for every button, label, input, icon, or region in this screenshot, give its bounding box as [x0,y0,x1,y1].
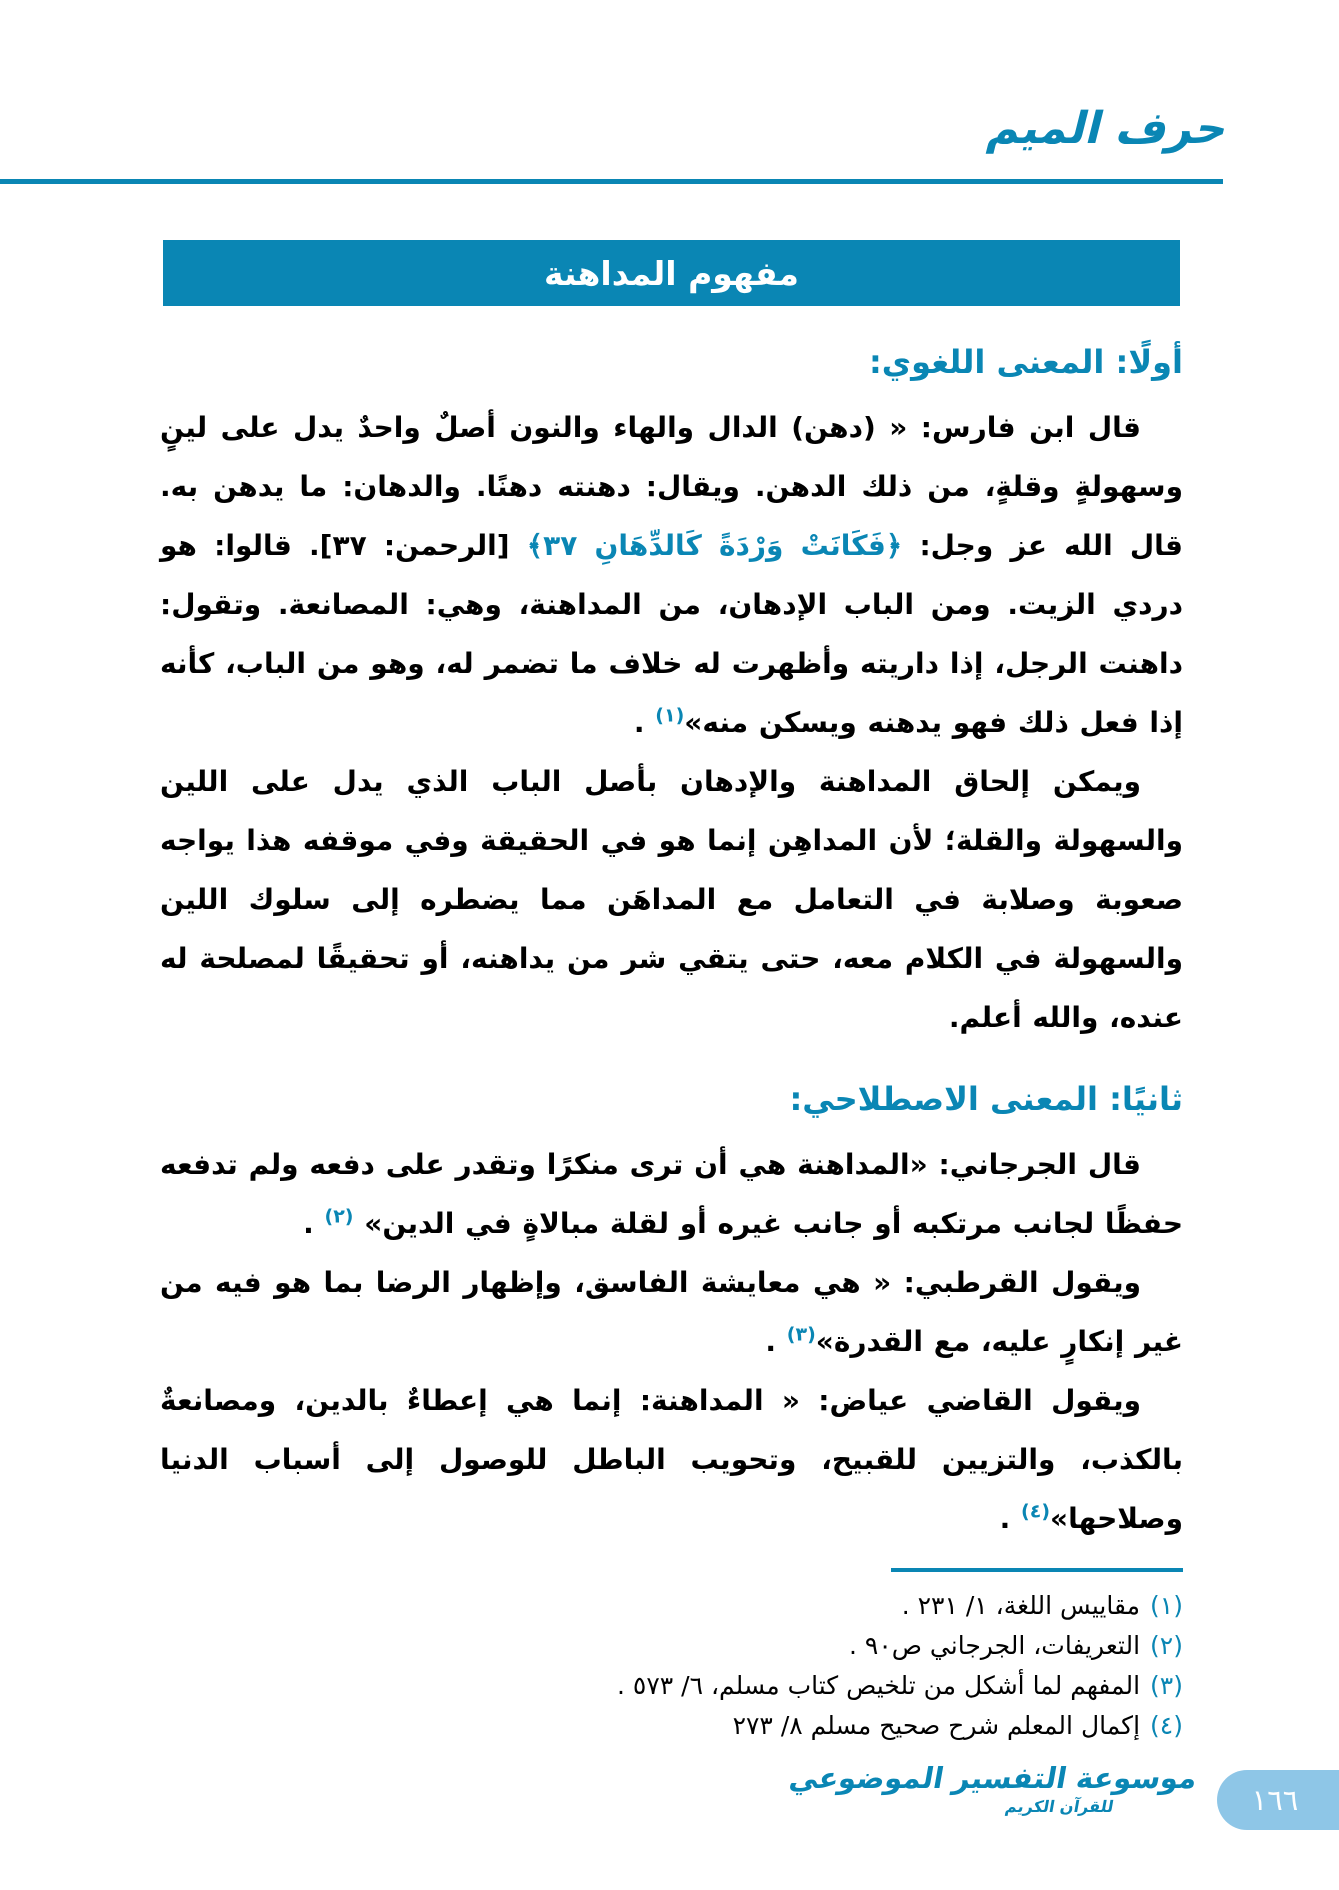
page-body [160,336,1183,1548]
footnote-4 [503,1706,1183,1746]
footnote-3 [503,1666,1183,1706]
footnote-2 [503,1626,1183,1666]
paragraph-author-commentary: ويمكن إلحاق المداهنة والإدهان بأصل الباب الذي يدل على اللين والسهولة والقلة؛ لأن المداهِن إنما هو في الحقيقة وفي موقفه هذا يواجه صعوبة وصلابة في التعامل مع المداهَن مما يضطره إلى سلوك اللين والسهولة في الكلام معه، حتى يتقي شر من يداهنه، أو تحقيقًا لمصلحة له عنده، والله أعلم. [160,765,1183,1034]
chapter-calligraphy: حرف الميم [982,103,1235,154]
paragraph-qurtubi-quote [160,1253,1183,1371]
footnote-text: المفهم لما أشكل من تلخيص كتاب مسلم، ٦/ ٥٧٣ . [617,1671,1141,1700]
paragraph-text: قال الجرجاني: «المداهنة هي أن ترى منكرًا وتقدر على دفعه ولم تدفعه حفظًا لجانب مرتكبه أو جانب غيره أو لقلة مبالاةٍ في الدين» [160,1148,1183,1240]
paragraph-qadi-iyad-quote [160,1371,1183,1548]
page-number-badge [1217,1770,1339,1830]
paragraph-text: ويقول القاضي عياض: « المداهنة: إنما هي إعطاءٌ بالدين، ومصانعةٌ بالكذب، والتزيين للقبيح، وتحويب الباطل للوصول إلى أسباب الدنيا وصلاحها» [160,1384,1183,1535]
footnote-ref-4: (٤) [1021,1500,1050,1523]
footnote-1 [503,1586,1183,1626]
footnote-ref-2: (٢) [324,1205,354,1228]
logo-subtitle: للقرآن الكريم [1003,1797,1116,1816]
paragraph-ibn-faris-quote [160,398,1183,752]
section-heading-terminological-meaning: ثانيًا: المعنى الاصطلاحي: [789,1080,1183,1118]
paragraph-jurjani-quote [160,1135,1183,1253]
topic-banner [163,240,1180,306]
footnote-number: (٤) [1150,1711,1183,1740]
topic-banner-title: مفهوم المداهنة [544,253,799,293]
footnote-text: التعريفات، الجرجاني ص٩٠ . [848,1631,1141,1660]
paragraph-text: . [633,706,656,739]
footnote-ref-3: (٣) [786,1323,816,1346]
paragraph-text: . [303,1207,325,1240]
footnote-text: مقاييس اللغة، ١/ ٢٣١ . [901,1591,1141,1620]
paragraph-text: . [765,1325,787,1358]
footnote-number: (٢) [1150,1631,1183,1660]
page-number: ١٦٦ [1251,1783,1299,1817]
encyclopedia-logo-calligraphy [786,1760,1200,1818]
footnote-number: (٣) [1150,1671,1183,1700]
paragraph-text: [الرحمن: ٣٧]. قالوا: هو دردي الزيت. ومن الباب الإدهان، من المداهنة، وهي: المصانعة. وتقول: داهنت الرجل، إذا داريته وأظهرت له خلاف ما تضمر له، وهو من الباب، كأنه إذا فعل ذلك فهو يدهنه ويسكن منه» [160,529,1183,739]
header-divider [0,179,1223,184]
quran-verse-ar-rahman-37: ﴿فَكَانَتْ وَرْدَةً كَالدِّهَانِ ٣٧﴾ [526,529,903,562]
footnote-number: (١) [1150,1591,1183,1620]
section-heading-linguistic-meaning: أولًا: المعنى اللغوي: [869,343,1183,381]
logo-title: موسوعة التفسير الموضوعي [786,1761,1200,1795]
footnote-text: إكمال المعلم شرح صحيح مسلم ٨/ ٢٧٣ [732,1711,1141,1740]
paragraph-text: . [999,1502,1022,1535]
paragraph-text: قال ابن فارس: « (دهن) الدال والهاء والنون أصلٌ واحدٌ يدل على لينٍ وسهولةٍ وقلةٍ، من ذلك الدهن. ويقال: دهنته دهنًا. والدهان: ما يدهن به. قال الله عز وجل: [160,411,1184,562]
footnote-ref-1: (١) [655,704,685,727]
footnotes-block [503,1568,1183,1746]
footnote-divider [891,1568,1183,1572]
paragraph-text: ويقول القرطبي: « هي معايشة الفاسق، وإظهار الرضا بما هو فيه من غير إنكارٍ عليه، مع القدرة» [160,1266,1183,1358]
